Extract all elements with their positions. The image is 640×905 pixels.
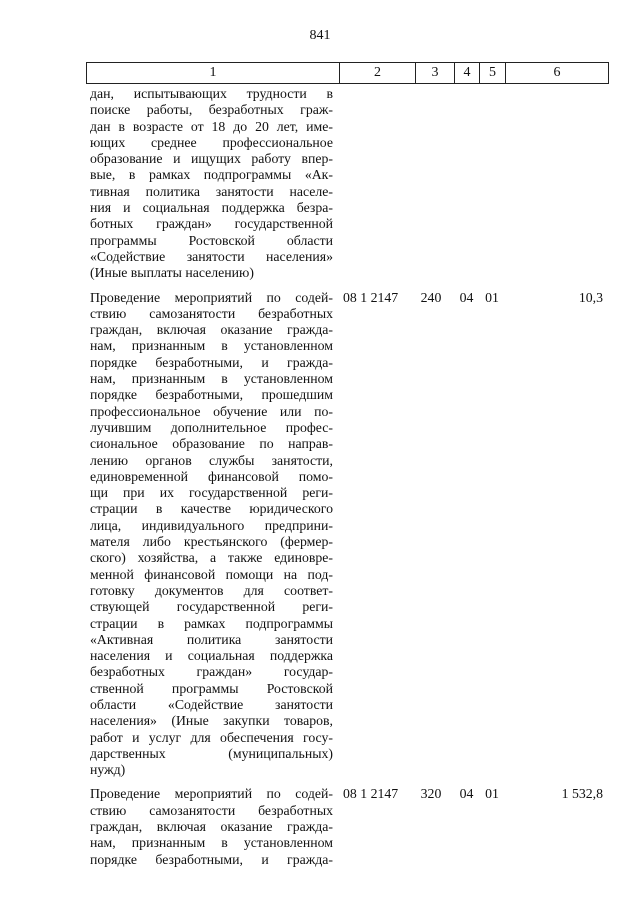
description-line: Проведение мероприятий по содей- [90,786,333,802]
amount: 1 532,8 [561,786,603,802]
header-col-6: 6 [553,65,561,80]
table-row [86,86,609,282]
table-row [86,290,609,779]
description-line: порядке безработными, прошедшим [90,387,333,403]
description-line: дарственных (муниципальных) [90,745,333,761]
header-col-3: 3 [416,63,455,83]
description-line: ботных граждан» государственной [90,216,333,232]
description-line: страции в рамках подпрограммы [90,615,333,631]
description-line: порядке безработными, и гражда- [90,851,333,867]
header-col-5: 5 [480,63,506,83]
description-line: ствию самозанятости безработных [90,802,333,818]
description-line: граждан, включая оказание гражда- [90,819,333,835]
description-line: ющих среднее профессиональное [90,134,333,150]
row-description [86,86,333,282]
description-line: населения и социальная поддержка [90,648,333,664]
description-line: ственной программы Ростовской [90,680,333,696]
description-line: программы Ростовской области [90,232,333,248]
description-line: граждан, включая оказание гражда- [90,322,333,338]
table-body [86,86,609,876]
description-line: вые, в рамках подпрограммы «Ак- [90,167,333,183]
description-line: порядке безработными, и гражда- [90,354,333,370]
expense-type: 240 [420,289,442,305]
subsection-code: 01 [485,786,499,802]
description-line: нам, признанным в установленном [90,338,333,354]
description-line: нам, признанным в установленном [90,371,333,387]
description-line: ствующей государственной реги- [90,599,333,615]
description-line: дан, испытывающих трудности в [90,86,333,101]
description-line: образование и ищущих работу впер- [90,151,333,167]
header-col-1: 1 [87,63,340,83]
expense-type: 320 [420,786,442,802]
description-line: дан в возрасте от 18 до 20 лет, име- [90,118,333,134]
description-line: лучившим дополнительное профес- [90,419,333,435]
description-line: единовременной финансовой помо- [90,468,333,484]
description-line: тивная политика занятости населе- [90,183,333,199]
description-line: ствию самозанятости безработных [90,305,333,321]
page-number: 841 [309,28,331,43]
description-line: «Содействие занятости населения» [90,248,333,264]
description-line: поиске работы, безработных граж- [90,102,333,118]
description-line: работ и услуг для обеспечения госу- [90,729,333,745]
target-code: 08 1 2147 [343,786,399,802]
row-description [86,290,333,779]
description-line: нужд) [90,762,126,778]
section-code: 04 [459,786,474,802]
description-line: безработных граждан» государ- [90,664,333,680]
subsection-code: 01 [485,289,499,305]
amount: 10,3 [578,289,603,305]
section-code: 04 [459,289,474,305]
description-line: страции в качестве юридического [90,501,333,517]
description-line: готовку документов для соответ- [90,582,333,598]
header-col-2: 2 [340,63,416,83]
description-line: сиональное образование по направ- [90,436,333,452]
description-line: лица, индивидуального предприни- [90,517,333,533]
description-line: мателя либо крестьянского (фермер- [90,534,333,550]
description-line: нам, признанным в установленном [90,835,333,851]
header-col-4: 4 [455,63,480,83]
description-line: щи при их государственной реги- [90,485,333,501]
description-line: области «Содействие занятости [90,696,333,712]
description-line: населения» (Иные закупки товаров, [90,713,333,729]
description-line: ского) хозяйства, а также единовре- [90,550,333,566]
description-line: менной финансовой помощи на под- [90,566,333,582]
table-header [86,62,609,84]
target-code: 08 1 2147 [343,289,399,305]
row-description [86,786,333,867]
description-line: Проведение мероприятий по содей- [90,289,333,305]
description-line: (Иные выплаты населению) [90,265,254,281]
description-line: ния и социальная поддержка безра- [90,200,333,216]
description-line: профессиональное обучение или по- [90,403,333,419]
description-line: лению органов службы занятости, [90,452,333,468]
description-line: «Активная политика занятости [90,631,333,647]
table-row [86,786,609,867]
